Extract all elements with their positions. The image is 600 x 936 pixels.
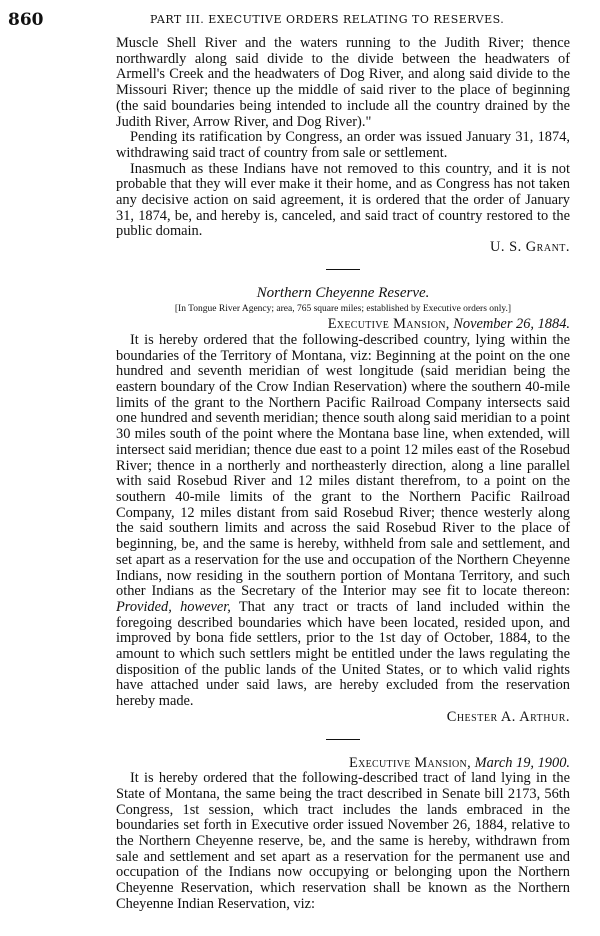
order-1900-body: It is hereby ordered that the following-described tract of land lying in the State of Montana, the same being the tract described in Senate bill 2173, 56th Congress, 1st session, which tract includes the lands embraced in the boundaries set forth in Executive order issued November 26, 1884, relative to the Northern Cheyenne reserve, be, and the same is hereby, withdrawn from sale and settlement and set apart as a reservation for the permanent use and occupation of the Indians now occupying or belonging upon the Northern Cheyenne Reservation, which reservation shall be known as the Northern Cheyenne Indian Reservation, viz: [116,770,570,912]
section-title: Northern Cheyenne Reserve. [256,284,430,301]
grant-signature: U. S. Grant. [490,239,570,256]
order-1884-text: It is hereby ordered that the following-described country, lying within the boundaries of the Territory of Montana, viz: Beginning at the point on the one hundred and seventh meridian of west longitude (said meridian being the eastern boundary of the Crow Indian Reservation) where the southern 40-mile limits of the grant to the Northern Pacific Railroad Company intersects said one hundred and seventh meridian; thence south along said meridian to a point 30 miles south of the point where the Montana base line, when extended, will intersect said meridian; thence due east to a point 12 miles east of the Rosebud River; thence in a northerly and northeasterly direction, along a line parallel with said Rosebud River and 12 miles distant therefrom, to a point on the southern 40-mile limits of the grant to the Northern Pacific Railroad Company, 12 miles distant from said Rosebud River; thence westerly along the said southern limits and across the said Rosebud River to the place of beginning, be, and the same is hereby, withheld from sale and settlement, and set apart as a reservation for the use and occupation of the Northern Cheyenne Indians, now residing in the southern portion of Montana Territory, and such other Indians as the Secretary of the Interior may see fit to locate thereon: [116,331,570,600]
section-divider [326,269,360,270]
dateline-place: Executive Mansion, [349,754,471,771]
proviso-label: Provided, however, [116,598,231,615]
ratification-paragraph: Pending its ratification by Congress, an order was issued January 31, 1874, withdrawing said tract of country from sale or settlement. [116,129,570,161]
dateline-date: March 19, 1900. [474,754,570,771]
page-header [0,10,600,28]
dateline-date: November 26, 1884. [453,316,570,333]
page-body [116,36,570,913]
continued-paragraph: Muscle Shell River and the waters running to the Judith River; thence northwardly along said divide to the divide between the headwaters of Armell's Creek and the headwaters of Dog River, and along said divide to the Missouri River; thence up the middle of said river to the place of beginning (the said boundaries being intended to include all the country drained by the Judith River, Arrow River, and Dog River)." [116,35,570,130]
running-head: PART III. EXECUTIVE ORDERS RELATING TO RESERVES. [150,13,505,26]
order-divider [326,739,360,740]
order-1884-body [116,333,570,710]
dateline-place: Executive Mansion, [327,316,450,333]
order-dateline-1884 [116,317,570,333]
cancellation-paragraph: Inasmuch as these Indians have not removed to this country, and it is not probable that they will ever make it their home, and as Congress has not taken any decisive action on said agreement, it is ordered that the order of January 31, 1874, be, and hereby is, canceled, and said tract of country restored to the public domain. [116,160,570,240]
arthur-signature: Chester A. Arthur. [446,708,570,725]
section-note: [In Tongue River Agency; area, 765 square miles; established by Executive orders only.] [174,303,512,314]
page-number: 860 [8,10,44,30]
proviso-text: That any tract or tracts of land included within the foregoing described boundaries which have been located, resided upon, and improved by bona fide settlers, prior to the 1st day of October, 1884, to the amount to which such settlers might be entitled under the laws regulating the disposition of the public lands of the United States, or to which valid rights have attached under said laws, are hereby excluded from the reservation hereby made. [116,598,570,710]
order-dateline-1900 [116,756,570,772]
